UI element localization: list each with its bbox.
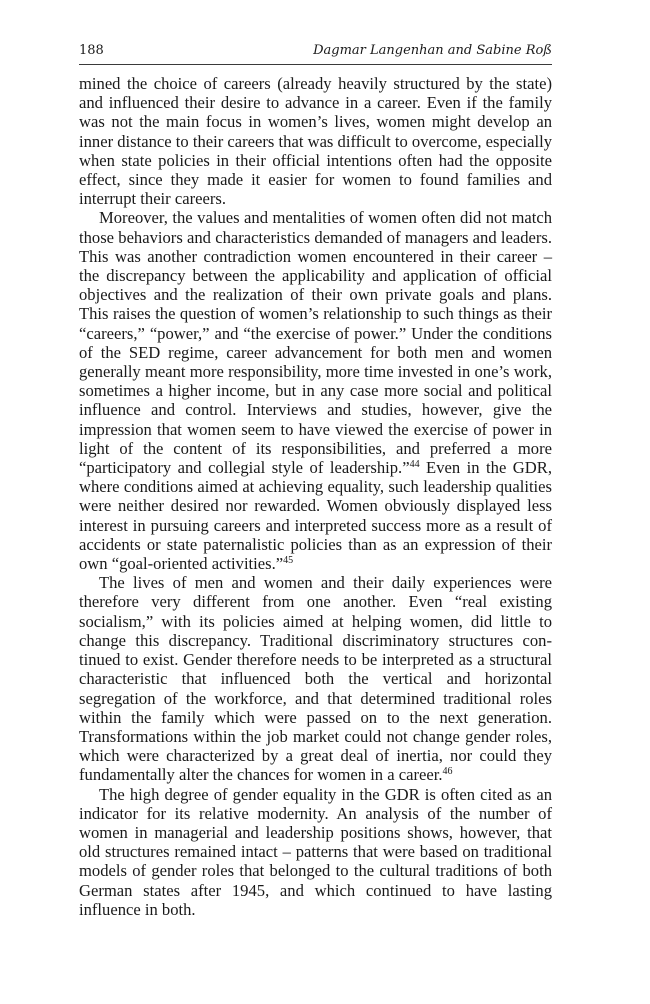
paragraph-text: The high degree of gender equality in the GDR is often cited as an indicator for its relative modernity. An analysis of the number of women in managerial and leadership positions shows, however, that old structures remained intact – patterns that were based on traditional models of gender roles that belonged to the cultural traditions of both German states after 1945, and which continued to have lasting influence in both.: [79, 784, 552, 919]
paragraph-text: mined the choice of careers (already heavily structured by the state) and influenced their desire to advance in a career. Even if the family was not the main focus in women’s lives, women might develop an inner distance to their careers that was difficult to overcome, especially when state policies in their official intentions often had the opposite effect, since they made it easier for women to found families and interrupt their careers.: [79, 74, 552, 209]
header-rule: [79, 64, 552, 65]
paragraph: [79, 785, 552, 919]
paragraph: [79, 208, 552, 573]
body-text: [79, 74, 552, 919]
paragraph: [79, 573, 552, 784]
paragraph: [79, 74, 552, 208]
footnote-marker: 46: [442, 766, 453, 778]
book-page: [79, 40, 552, 919]
running-header: [79, 40, 552, 62]
paragraph-text: Even in the GDR, where conditions aimed at achieving equality, such leadership qualities were neither desired nor rewarded. Women obviously displayed less interest in pursuing careers and interpreted success more as a result of accidents or state paternalistic policies than as an expression of their own “goal-oriented activities.”: [79, 458, 552, 574]
running-title: Dagmar Langenhan and Sabine Roß: [313, 43, 552, 58]
paragraph-text: Moreover, the values and mentalities of women often did not match those behaviors and characteristics demanded of managers and leaders. This was another contradiction women encountered in their career – the discrepancy between the applicability and application of official objectives and the realization of their own private goals and plans. This raises the question of women’s relationship to such things as their “careers,” “power,” and “the exercise of power.” Under the conditions of the SED regime, career advancement for both men and women generally meant more responsibility, more time invested in one’s work, sometimes a higher income, but in any case more social and political influence and control. Interviews and studies, however, give the impression that women seem to have viewed the exercise of power in light of the content of its responsibilities, and preferred a more “participatory and collegial style of leadership.”: [79, 208, 552, 478]
paragraph-text: The lives of men and women and their daily experiences were therefore very different from one another. Even “real existing socialism,” with its policies aimed at helping women, did little to change this discrepancy. Traditional discriminatory structures continued to exist. Gender therefore needs to be interpreted as a structural characteristic that influenced both the vertical and horizontal segregation of the workforce, and that determined traditional roles within the family which were passed on to the next generation. Transformations within the job market could not change gender roles, which were characterized by a great deal of inertia, nor could they fundamentally alter the chances for women in a career.: [79, 573, 552, 785]
page-number: 188: [79, 43, 104, 58]
footnote-marker: 45: [283, 555, 294, 567]
footnote-marker: 44: [409, 459, 420, 471]
